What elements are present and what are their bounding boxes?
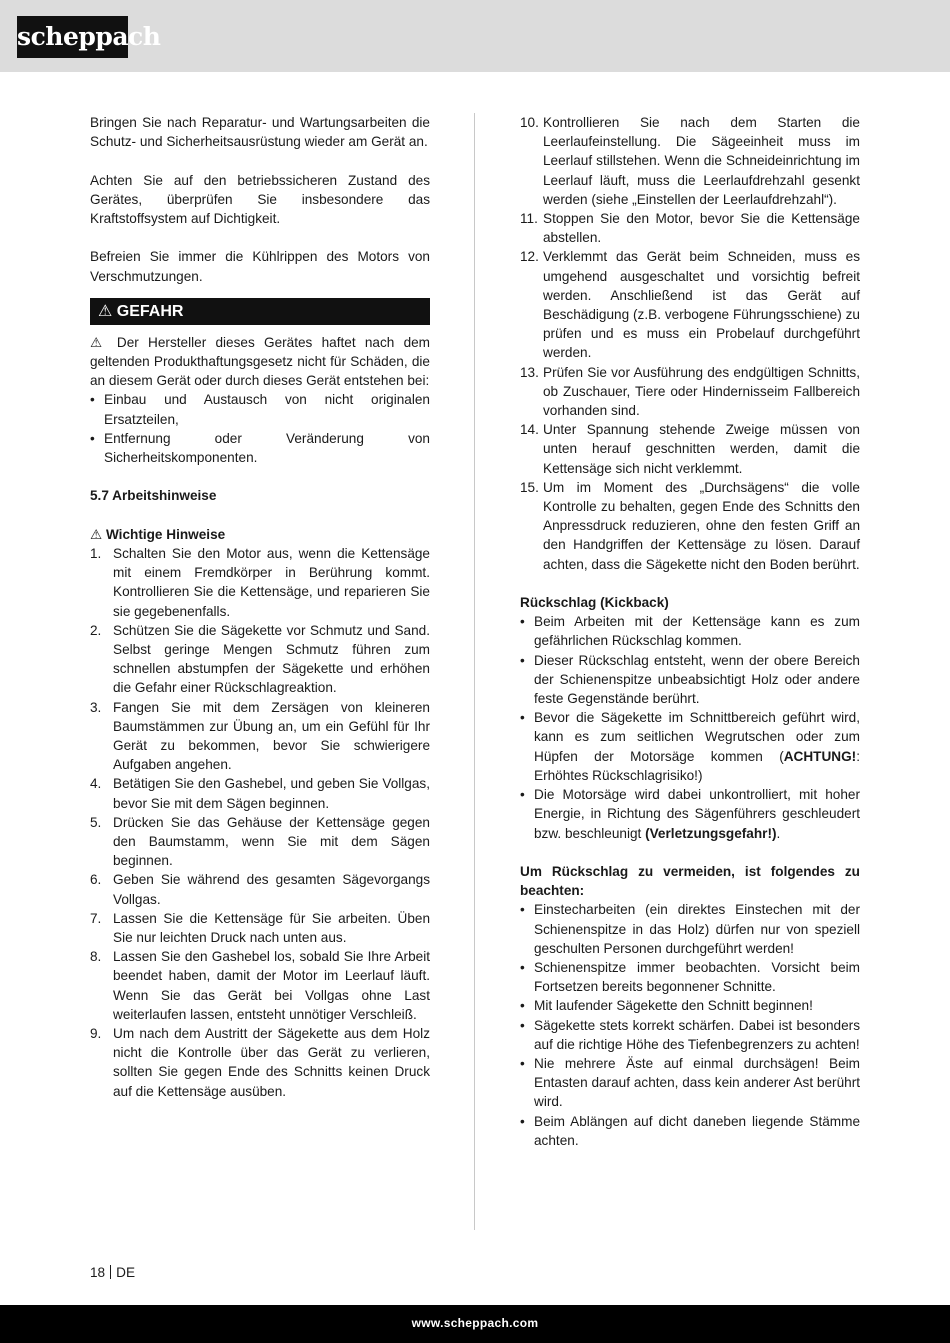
list-item: 1. Schalten Sie den Motor aus, wenn die Kettensäge mit einem Fremdkörper in Berührung kommt. Kontrollieren Sie die Kettensäge, und reparieren Sie sie gegebenenfalls. xyxy=(90,546,430,619)
list-item: • Dieser Rückschlag entsteht, wenn der obere Bereich der Schienenspitze unbeabsichtigt Holz oder andere feste Gegenstände berührt. xyxy=(520,652,860,707)
avoid-kickback-list xyxy=(520,900,860,1150)
list-item: • Mit laufender Sägekette den Schnitt beginnen! xyxy=(520,998,813,1014)
list-item: 8. Lassen Sie den Gashebel los, sobald Sie Ihre Arbeit beendet haben, damit der Motor im Leerlauf läuft. Wenn Sie das Gerät bei Vollgas ohne Last weiterlaufen lassen, entsteht unnötiger Verschleiß. xyxy=(90,949,430,1022)
list-item: 14. Unter Spannung stehende Zweige müssen von unten herauf geschnitten werden, damit die Kettensäge sich nicht verklemmt. xyxy=(520,422,860,476)
list-item: 7. Lassen Sie die Kettensäge für Sie arbeiten. Üben Sie nur leichten Druck nach unten aus. xyxy=(90,910,430,946)
list-item: 15. Um im Moment des „Durchsägens“ die volle Kontrolle zu behalten, gegen Ende des Schnitts den Anpressdruck reduzieren, ohne den festen Griff an den Handgriffen der Kettensäge zu lösen. Darauf achten, dass die Sägekette nicht den Boden berührt. xyxy=(520,479,860,572)
danger-text: ⚠ Der Hersteller dieses Gerätes haftet nach dem geltenden Produkthaftungsgesetz nicht für Schäden, die an diesem Gerät oder durch dieses Gerät entstehen bei: xyxy=(90,334,431,389)
list-item: • Bevor die Sägekette im Schnittbereich geführt wird, kann es zum seitlichen Wegrutschen oder zum Hüpfen der Motorsäge kommen (ACHTUNG!: Erhöhtes Rückschlagrisiko!) xyxy=(520,710,860,783)
list-item: 3. Fangen Sie mit dem Zersägen von kleineren Baumstämmen zur Übung an, um ein Gefühl für Ihr Gerät zu bekommen, bevor Sie schwierigere Aufgaben angehen. xyxy=(90,699,430,773)
avoid-kickback-heading: Um Rückschlag zu vermeiden, ist folgendes zu beachten: xyxy=(520,863,860,899)
steps-list xyxy=(90,544,430,1101)
list-item: • Entfernung oder Veränderung von Sicherheitskomponenten. xyxy=(90,430,430,466)
paragraph: Achten Sie auf den betriebssicheren Zustand des Gerätes, überprüfen Sie insbesondere das Kraftstoffsystem auf Dichtigkeit. xyxy=(90,172,430,226)
language-code: DE xyxy=(116,1265,136,1280)
list-item: 10. Kontrollieren Sie nach dem Starten die Leerlaufeinstellung. Die Sägeeinheit muss im Leerlauf stillstehen. Wenn die Schneideinrichtung im Leerlauf läuft, muss die Leerlaufdrehzahl gesenkt werden (siehe „Einstellen der Leerlaufdrehzahl“). xyxy=(520,115,860,207)
kickback-heading: Rückschlag (Kickback) xyxy=(520,595,669,611)
list-item: 11. Stoppen Sie den Motor, bevor Sie die Kettensäge abstellen. xyxy=(520,211,860,246)
warning-triangle-icon: ⚠ xyxy=(98,302,113,320)
page-number: 18 DE xyxy=(90,1265,136,1280)
list-item: 2. Schützen Sie die Sägekette vor Schmutz und Sand. Selbst geringe Mengen Schmutz führen zum schnellen abstumpfen der Sägekette und erhöhen die Gefahr einer Rückschlagreaktion. xyxy=(90,622,430,696)
steps-list-continued xyxy=(520,113,860,574)
list-item: 12. Verklemmt das Gerät beim Schneiden, muss es umgehend ausgeschaltet und vorsichtig befreit werden. Anschließend ist das Gerät auf Beschädigung (z.B. verbogene Führungsschiene) zu prüfen und es muss ein Probelauf durchgeführt werden. xyxy=(520,249,860,361)
warning-triangle-icon: ⚠ xyxy=(90,526,103,542)
danger-label: GEFAHR xyxy=(116,302,184,320)
list-item: 6. Geben Sie während des gesamten Sägevorgangs Vollgas. xyxy=(90,872,430,907)
notes-heading: ⚠ Wichtige Hinweise xyxy=(90,526,226,542)
list-item: 9. Um nach dem Austritt der Sägekette aus dem Holz nicht die Kontrolle über das Gerät zu verlieren, sollten Sie gegen Ende des Schnitts keinen Druck auf die Kettensäge ausüben. xyxy=(90,1026,430,1099)
footer-band xyxy=(0,1305,950,1343)
kickback-list xyxy=(520,612,860,842)
list-item: • Einstecharbeiten (ein direktes Einstechen mit der Schienenspitze in das Holz) dürfen nur von speziell geschulten Personen durchgeführt werden! xyxy=(520,902,860,956)
list-item: 5. Drücken Sie das Gehäuse der Kettensäge gegen den Baumstamm, wenn Sie mit dem Sägen beginnen. xyxy=(90,814,430,869)
list-item: • Nie mehrere Äste auf einmal durchsägen! Beim Entasten darauf achten, dass kein anderer Ast berührt wird. xyxy=(520,1055,860,1110)
header-band xyxy=(0,0,950,72)
paragraph: Bringen Sie nach Reparatur- und Wartungsarbeiten die Schutz- und Sicherheitsausrüstung wieder am Gerät an. xyxy=(90,115,430,150)
list-item: • Beim Ablängen auf dicht daneben liegende Stämme achten. xyxy=(520,1113,860,1148)
website-url: www.scheppach.com xyxy=(411,1316,539,1330)
left-column xyxy=(90,113,430,1101)
list-item: • Schienenspitze immer beobachten. Vorsicht beim Fortsetzen bereits begonnener Schnitte. xyxy=(520,959,860,995)
list-item: • Beim Arbeiten mit der Kettensäge kann es zum gefährlichen Rückschlag kommen. xyxy=(520,614,860,649)
paragraph: Befreien Sie immer die Kühlrippen des Motors von Verschmutzungen. xyxy=(90,249,430,284)
list-item: 4. Betätigen Sie den Gashebel, und geben Sie Vollgas, bevor Sie mit dem Sägen beginnen. xyxy=(90,776,430,811)
scheppach-logo: scheppach xyxy=(17,16,128,58)
column-divider xyxy=(474,113,475,1230)
danger-list xyxy=(90,390,430,467)
list-item: • Die Motorsäge wird dabei unkontrolliert, mit hoher Energie, in Richtung des Sägenführers geschleudert bzw. beschleunigt (Verletzungsgefahr!). xyxy=(520,787,860,841)
list-item: 13. Prüfen Sie vor Ausführung des endgültigen Schnitts, ob Zuschauer, Tiere oder Hindernisseim Fallbereich vorhanden sind. xyxy=(520,364,860,419)
danger-banner xyxy=(90,298,430,325)
right-column xyxy=(520,113,860,1150)
list-item: • Einbau und Austausch von nicht originalen Ersatzteilen, xyxy=(90,392,430,427)
warning-triangle-icon: ⚠ xyxy=(90,334,108,350)
section-heading: 5.7 Arbeitshinweise xyxy=(90,488,217,504)
list-item: • Sägekette stets korrekt schärfen. Dabei ist besonders auf die richtige Höhe des Tiefenbegrenzers zu achten! xyxy=(520,1017,860,1052)
